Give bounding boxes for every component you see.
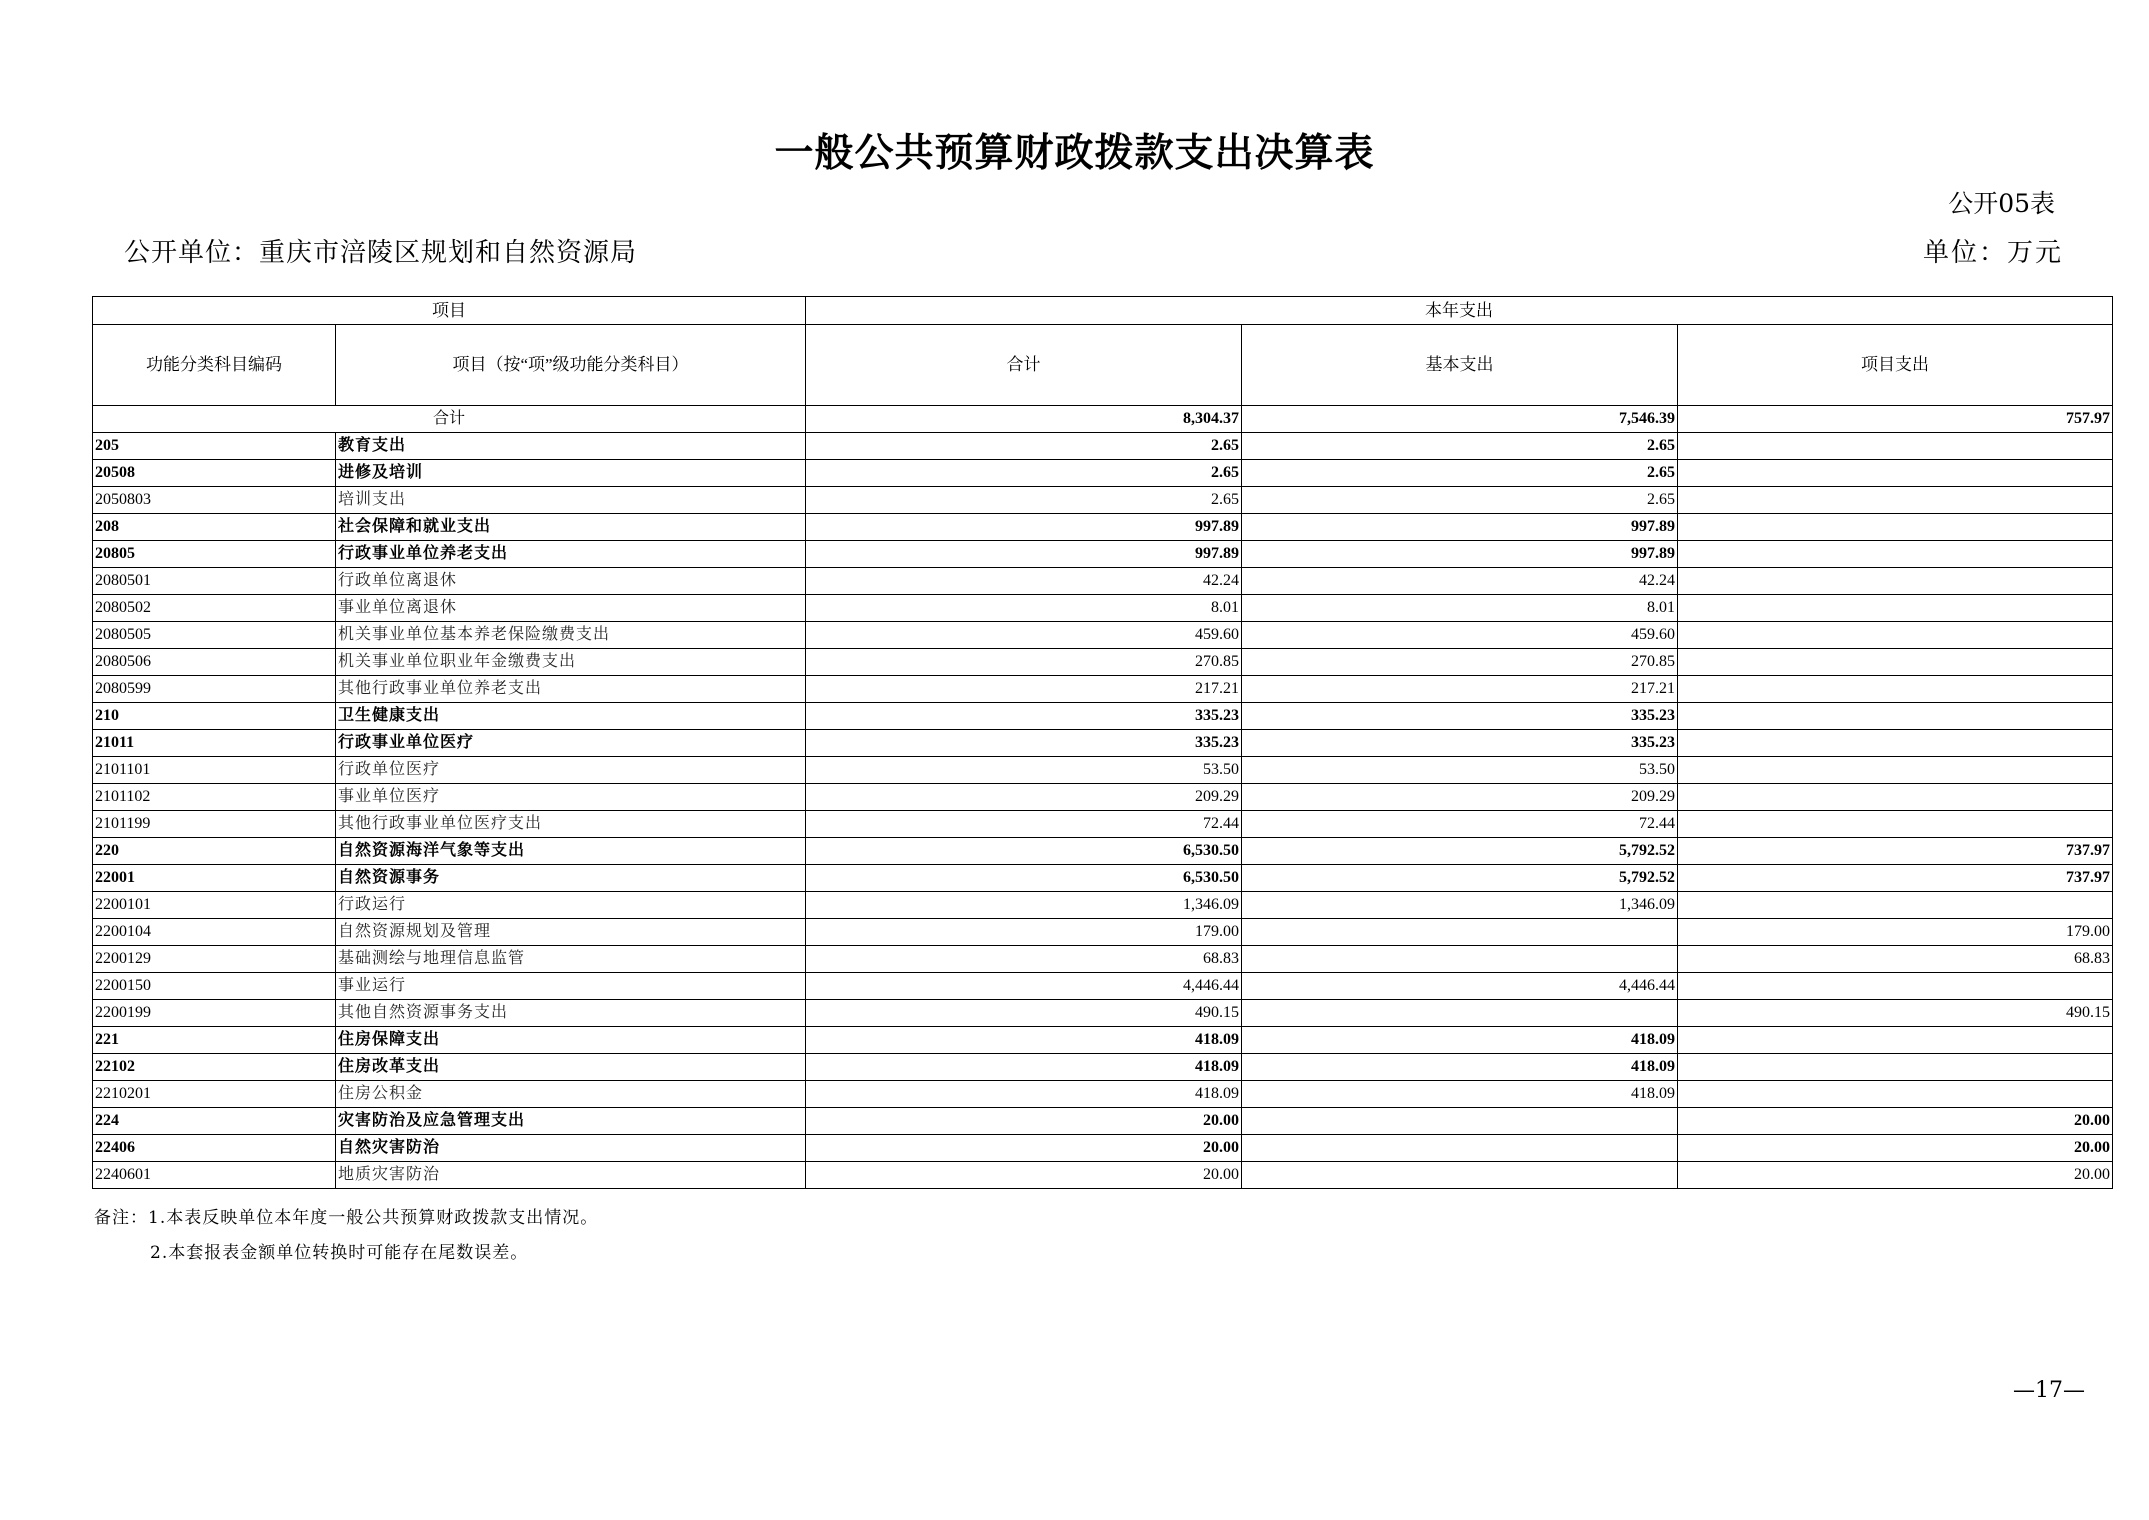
table-row [93, 1135, 2113, 1162]
row-code: 205 [93, 433, 336, 460]
row-project: 490.15 [1678, 1000, 2113, 1027]
table-row [93, 811, 2113, 838]
table-row [93, 487, 2113, 514]
expenditure-table [92, 296, 2113, 1189]
row-total: 335.23 [806, 703, 1242, 730]
table-row [93, 1027, 2113, 1054]
row-basic: 2.65 [1242, 460, 1678, 487]
row-name: 住房公积金 [336, 1081, 806, 1108]
row-name: 社会保障和就业支出 [336, 514, 806, 541]
row-name: 教育支出 [336, 433, 806, 460]
row-total: 2.65 [806, 460, 1242, 487]
header-project-expenditure: 项目支出 [1678, 325, 2113, 406]
row-code: 2200104 [93, 919, 336, 946]
page-number: —17— [2013, 1378, 2085, 1403]
row-code: 224 [93, 1108, 336, 1135]
row-code: 2200199 [93, 1000, 336, 1027]
row-name: 行政单位离退休 [336, 568, 806, 595]
table-row [93, 730, 2113, 757]
row-project [1678, 703, 2113, 730]
row-name: 住房改革支出 [336, 1054, 806, 1081]
row-total: 8.01 [806, 595, 1242, 622]
row-name: 自然资源事务 [336, 865, 806, 892]
row-code: 2101199 [93, 811, 336, 838]
table-row [93, 676, 2113, 703]
row-name: 行政运行 [336, 892, 806, 919]
table-row [93, 568, 2113, 595]
row-project [1678, 811, 2113, 838]
table-row [93, 649, 2113, 676]
row-code: 220 [93, 838, 336, 865]
row-total: 335.23 [806, 730, 1242, 757]
header-row-1 [93, 297, 2113, 325]
row-basic [1242, 919, 1678, 946]
header-row-2 [93, 325, 2113, 406]
row-project [1678, 649, 2113, 676]
table-row [93, 595, 2113, 622]
row-basic: 2.65 [1242, 433, 1678, 460]
table-row [93, 1108, 2113, 1135]
row-code: 22001 [93, 865, 336, 892]
row-name: 事业单位医疗 [336, 784, 806, 811]
row-total: 418.09 [806, 1054, 1242, 1081]
row-total: 68.83 [806, 946, 1242, 973]
row-name: 机关事业单位职业年金缴费支出 [336, 649, 806, 676]
row-basic: 209.29 [1242, 784, 1678, 811]
row-basic: 4,446.44 [1242, 973, 1678, 1000]
table-row [93, 1081, 2113, 1108]
table-row [93, 1162, 2113, 1189]
table-row [93, 1000, 2113, 1027]
row-project [1678, 595, 2113, 622]
row-basic: 5,792.52 [1242, 865, 1678, 892]
row-code: 208 [93, 514, 336, 541]
row-name: 其他行政事业单位养老支出 [336, 676, 806, 703]
table-row [93, 946, 2113, 973]
row-total: 2.65 [806, 487, 1242, 514]
row-total: 209.29 [806, 784, 1242, 811]
row-basic: 42.24 [1242, 568, 1678, 595]
row-code: 2080505 [93, 622, 336, 649]
table-row [93, 1054, 2113, 1081]
row-name: 行政事业单位医疗 [336, 730, 806, 757]
table-row [93, 703, 2113, 730]
row-project [1678, 514, 2113, 541]
row-total: 418.09 [806, 1027, 1242, 1054]
row-code: 221 [93, 1027, 336, 1054]
row-project: 737.97 [1678, 865, 2113, 892]
row-basic: 53.50 [1242, 757, 1678, 784]
page-title: 一般公共预算财政拨款支出决算表 [774, 131, 1375, 176]
row-name: 自然资源规划及管理 [336, 919, 806, 946]
row-project: 20.00 [1678, 1162, 2113, 1189]
row-code: 2200150 [93, 973, 336, 1000]
table-row [93, 865, 2113, 892]
row-project: 179.00 [1678, 919, 2113, 946]
row-basic: 418.09 [1242, 1081, 1678, 1108]
row-total: 53.50 [806, 757, 1242, 784]
row-project: 68.83 [1678, 946, 2113, 973]
row-project [1678, 892, 2113, 919]
row-basic [1242, 1162, 1678, 1189]
row-total: 42.24 [806, 568, 1242, 595]
row-code: 2101102 [93, 784, 336, 811]
row-project [1678, 1054, 2113, 1081]
table-row [93, 622, 2113, 649]
row-basic: 335.23 [1242, 703, 1678, 730]
row-total: 997.89 [806, 514, 1242, 541]
row-name: 自然灾害防治 [336, 1135, 806, 1162]
header-code: 功能分类科目编码 [93, 325, 336, 406]
total-label: 合计 [93, 406, 806, 433]
row-code: 2080506 [93, 649, 336, 676]
row-code: 2200129 [93, 946, 336, 973]
row-basic [1242, 946, 1678, 973]
row-basic: 418.09 [1242, 1054, 1678, 1081]
row-total: 1,346.09 [806, 892, 1242, 919]
row-project [1678, 757, 2113, 784]
row-code: 210 [93, 703, 336, 730]
row-name: 行政单位医疗 [336, 757, 806, 784]
row-total: 4,446.44 [806, 973, 1242, 1000]
total-row [93, 406, 2113, 433]
total-basic: 7,546.39 [1242, 406, 1678, 433]
row-code: 2210201 [93, 1081, 336, 1108]
row-name: 卫生健康支出 [336, 703, 806, 730]
row-basic: 418.09 [1242, 1027, 1678, 1054]
row-code: 2240601 [93, 1162, 336, 1189]
total-sum: 8,304.37 [806, 406, 1242, 433]
header-basic: 基本支出 [1242, 325, 1678, 406]
row-name: 事业运行 [336, 973, 806, 1000]
row-total: 217.21 [806, 676, 1242, 703]
row-total: 6,530.50 [806, 838, 1242, 865]
row-name: 进修及培训 [336, 460, 806, 487]
row-name: 行政事业单位养老支出 [336, 541, 806, 568]
row-basic [1242, 1135, 1678, 1162]
row-basic: 459.60 [1242, 622, 1678, 649]
row-code: 2080599 [93, 676, 336, 703]
row-project [1678, 541, 2113, 568]
row-project [1678, 730, 2113, 757]
row-project [1678, 1081, 2113, 1108]
table-row [93, 541, 2113, 568]
header-total: 合计 [806, 325, 1242, 406]
row-project: 20.00 [1678, 1108, 2113, 1135]
note-1: 备注：1.本表反映单位本年度一般公共预算财政拨款支出情况。 [94, 1208, 599, 1228]
row-code: 2101101 [93, 757, 336, 784]
form-number: 公开05表 [1948, 189, 2055, 218]
row-project [1678, 676, 2113, 703]
row-basic [1242, 1108, 1678, 1135]
row-basic [1242, 1000, 1678, 1027]
row-total: 179.00 [806, 919, 1242, 946]
row-code: 20508 [93, 460, 336, 487]
header-project: 项目 [93, 297, 806, 325]
row-name: 其他自然资源事务支出 [336, 1000, 806, 1027]
row-project [1678, 622, 2113, 649]
row-name: 自然资源海洋气象等支出 [336, 838, 806, 865]
row-name: 地质灾害防治 [336, 1162, 806, 1189]
reporting-unit: 公开单位：重庆市涪陵区规划和自然资源局 [124, 238, 638, 268]
row-total: 490.15 [806, 1000, 1242, 1027]
row-project: 20.00 [1678, 1135, 2113, 1162]
row-project [1678, 1027, 2113, 1054]
table-row [93, 892, 2113, 919]
row-project [1678, 433, 2113, 460]
row-name: 灾害防治及应急管理支出 [336, 1108, 806, 1135]
row-project [1678, 973, 2113, 1000]
row-code: 22406 [93, 1135, 336, 1162]
row-name: 其他行政事业单位医疗支出 [336, 811, 806, 838]
row-basic: 72.44 [1242, 811, 1678, 838]
row-code: 2080502 [93, 595, 336, 622]
row-name: 住房保障支出 [336, 1027, 806, 1054]
table-row [93, 838, 2113, 865]
row-code: 22102 [93, 1054, 336, 1081]
row-code: 2080501 [93, 568, 336, 595]
currency-unit: 单位：万元 [1922, 238, 2063, 268]
table-row [93, 784, 2113, 811]
row-total: 270.85 [806, 649, 1242, 676]
row-basic: 997.89 [1242, 514, 1678, 541]
row-total: 418.09 [806, 1081, 1242, 1108]
table-row [93, 973, 2113, 1000]
row-total: 2.65 [806, 433, 1242, 460]
row-total: 997.89 [806, 541, 1242, 568]
row-basic: 5,792.52 [1242, 838, 1678, 865]
row-project [1678, 568, 2113, 595]
row-project: 737.97 [1678, 838, 2113, 865]
row-total: 6,530.50 [806, 865, 1242, 892]
row-total: 72.44 [806, 811, 1242, 838]
table-row [93, 919, 2113, 946]
table-row [93, 460, 2113, 487]
row-total: 459.60 [806, 622, 1242, 649]
row-basic: 8.01 [1242, 595, 1678, 622]
total-project: 757.97 [1678, 406, 2113, 433]
row-code: 20805 [93, 541, 336, 568]
row-name: 培训支出 [336, 487, 806, 514]
table-row [93, 514, 2113, 541]
row-code: 2050803 [93, 487, 336, 514]
row-name: 机关事业单位基本养老保险缴费支出 [336, 622, 806, 649]
row-total: 20.00 [806, 1162, 1242, 1189]
row-name: 事业单位离退休 [336, 595, 806, 622]
row-project [1678, 460, 2113, 487]
row-code: 2200101 [93, 892, 336, 919]
row-name: 基础测绘与地理信息监管 [336, 946, 806, 973]
table-row [93, 433, 2113, 460]
row-basic: 217.21 [1242, 676, 1678, 703]
row-basic: 997.89 [1242, 541, 1678, 568]
row-total: 20.00 [806, 1135, 1242, 1162]
row-total: 20.00 [806, 1108, 1242, 1135]
note-2: 2.本套报表金额单位转换时可能存在尾数误差。 [150, 1243, 529, 1263]
row-basic: 2.65 [1242, 487, 1678, 514]
header-name: 项目（按“项”级功能分类科目） [336, 325, 806, 406]
table-row [93, 757, 2113, 784]
row-project [1678, 784, 2113, 811]
row-code: 21011 [93, 730, 336, 757]
row-project [1678, 487, 2113, 514]
row-basic: 270.85 [1242, 649, 1678, 676]
row-basic: 335.23 [1242, 730, 1678, 757]
row-basic: 1,346.09 [1242, 892, 1678, 919]
header-current-year: 本年支出 [806, 297, 2113, 325]
